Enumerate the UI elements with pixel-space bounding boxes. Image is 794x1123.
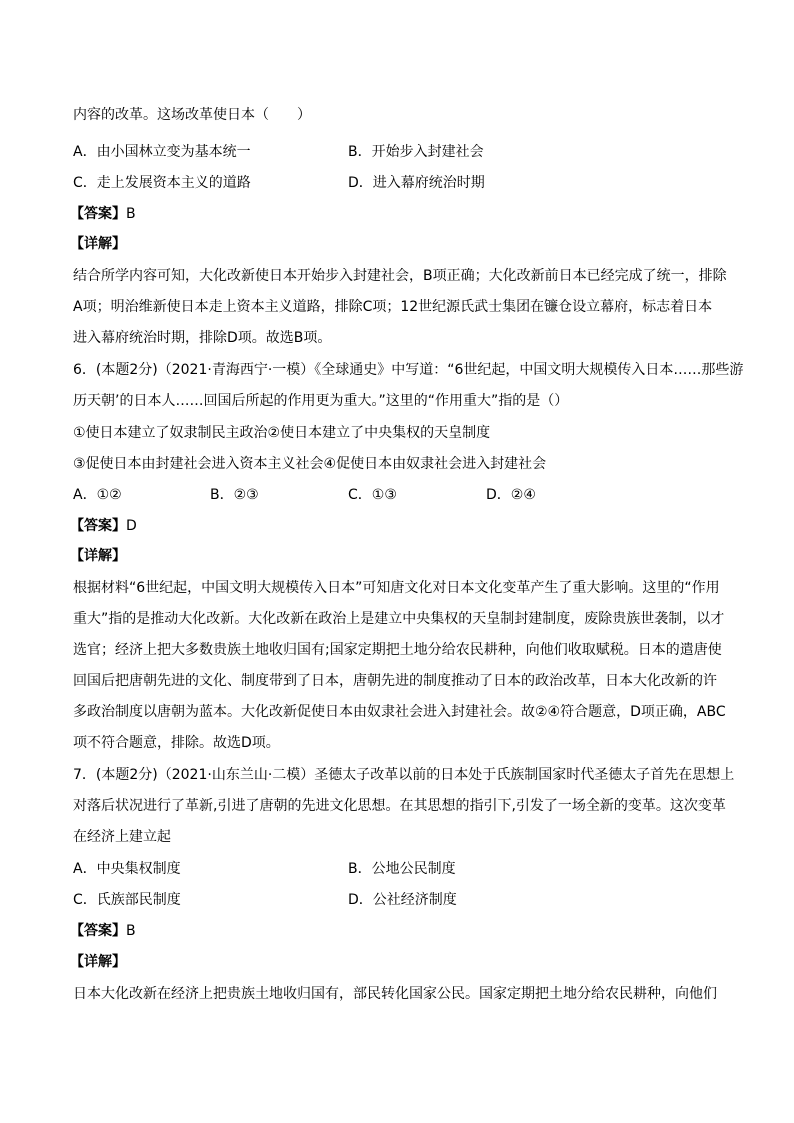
q7-detail-line: 日本大化改新在经济上把贵族土地收归国有，部民转化国家公民。国家定期把土地分给农民耕种，向他们	[73, 986, 717, 1002]
q5-option-b: B．开始步入封建社会	[348, 144, 484, 160]
q6-detail-label: 【详解】	[70, 548, 126, 564]
q7-stem-line: 在经济上建立起	[73, 829, 171, 845]
q7-option-d: D．公社经济制度	[348, 892, 457, 908]
q6-detail-line: 根据材料“6世纪起，中国文明大规模传入日本”可知唐文化对日本文化变革产生了重大影响。这里的“作用	[73, 580, 720, 596]
q6-option-a: A．①②	[73, 487, 122, 503]
q6-answer-label: 【答案】	[70, 518, 126, 534]
q7-stem-line: 对落后状况进行了革新,引进了唐朝的先进文化思想。在其思想的指引下,引发了一场全新的变革。这次变革	[73, 798, 726, 814]
q7-option-a: A．中央集权制度	[73, 861, 181, 877]
q6-detail-line: 项不符合题意，排除。故选D项。	[73, 735, 280, 751]
q6-stem-line: ③促使日本由封建社会进入资本主义社会④促使日本由奴隶社会进入封建社会	[73, 456, 547, 472]
q5-option-c: C．走上发展资本主义的道路	[73, 175, 251, 191]
q5-detail-line: 结合所学内容可知，大化改新使日本开始步入封建社会，B项正确；大化改新前日本已经完成了统一，排除	[73, 268, 727, 284]
q7-answer	[70, 921, 136, 941]
q7-answer-label: 【答案】	[70, 923, 126, 939]
q5-option-a: A．由小国林立变为基本统一	[73, 144, 251, 160]
q6-option-c: C．①③	[348, 487, 397, 503]
q5-detail-label: 【详解】	[70, 236, 126, 252]
q5-option-d: D．进入幕府统治时期	[348, 175, 485, 191]
q6-stem-line: ①使日本建立了奴隶制民主政治②使日本建立了中央集权的天皇制度	[73, 425, 491, 441]
q6-stem-line: 历天朝’的日本人……回国后所起的作用更为重大。”这里的“作用重大”指的是（）	[73, 393, 569, 409]
q5-detail-line: 进入幕府统治时期，排除D项。故选B项。	[73, 330, 332, 346]
q6-stem-line: 6．(本题2分)（2021·青海西宁·一模）《全球通史》中写道：“6世纪起，中国文明大规模传入日本……那些游	[73, 362, 744, 378]
q5-answer-value: B	[126, 206, 136, 222]
q5-answer	[70, 204, 136, 224]
q6-option-d: D．②④	[486, 487, 536, 503]
q6-option-b: B．②③	[210, 487, 259, 503]
q6-answer	[70, 516, 137, 536]
q6-detail-line: 多政治制度以唐朝为蓝本。大化改新促使日本由奴隶社会进入封建社会。故②④符合题意，D项正确，ABC	[73, 704, 726, 720]
q5-stem: 内容的改革。这场改革使日本（ ）	[73, 107, 311, 123]
q6-detail-line: 选官；经济上把大多数贵族土地收归国有;国家定期把土地分给农民耕种，向他们收取赋税。日本的遣唐使	[73, 642, 722, 658]
q6-detail-line: 重大”指的是推动大化改新。大化改新在政治上是建立中央集权的天皇制封建制度，废除贵族世袭制，以才	[73, 611, 725, 627]
q7-answer-value: B	[126, 923, 136, 939]
q5-answer-label: 【答案】	[70, 206, 126, 222]
q6-detail-line: 回国后把唐朝先进的文化、制度带到了日本，唐朝先进的制度推动了日本的政治改革，日本大化改新的许	[73, 673, 717, 689]
q7-option-b: B．公地公民制度	[348, 861, 456, 877]
q6-answer-value: D	[126, 518, 137, 534]
q7-detail-label: 【详解】	[70, 954, 126, 970]
q7-option-c: C．氏族部民制度	[73, 892, 181, 908]
q7-stem-line: 7．(本题2分)（2021·山东兰山·二模）圣德太子改革以前的日本处于氏族制国家时代圣德太子首先在思想上	[73, 767, 735, 783]
q5-detail-line: A项；明治维新使日本走上资本主义道路，排除C项；12世纪源氏武士集团在镰仓设立幕府，标志着日本	[73, 299, 713, 315]
